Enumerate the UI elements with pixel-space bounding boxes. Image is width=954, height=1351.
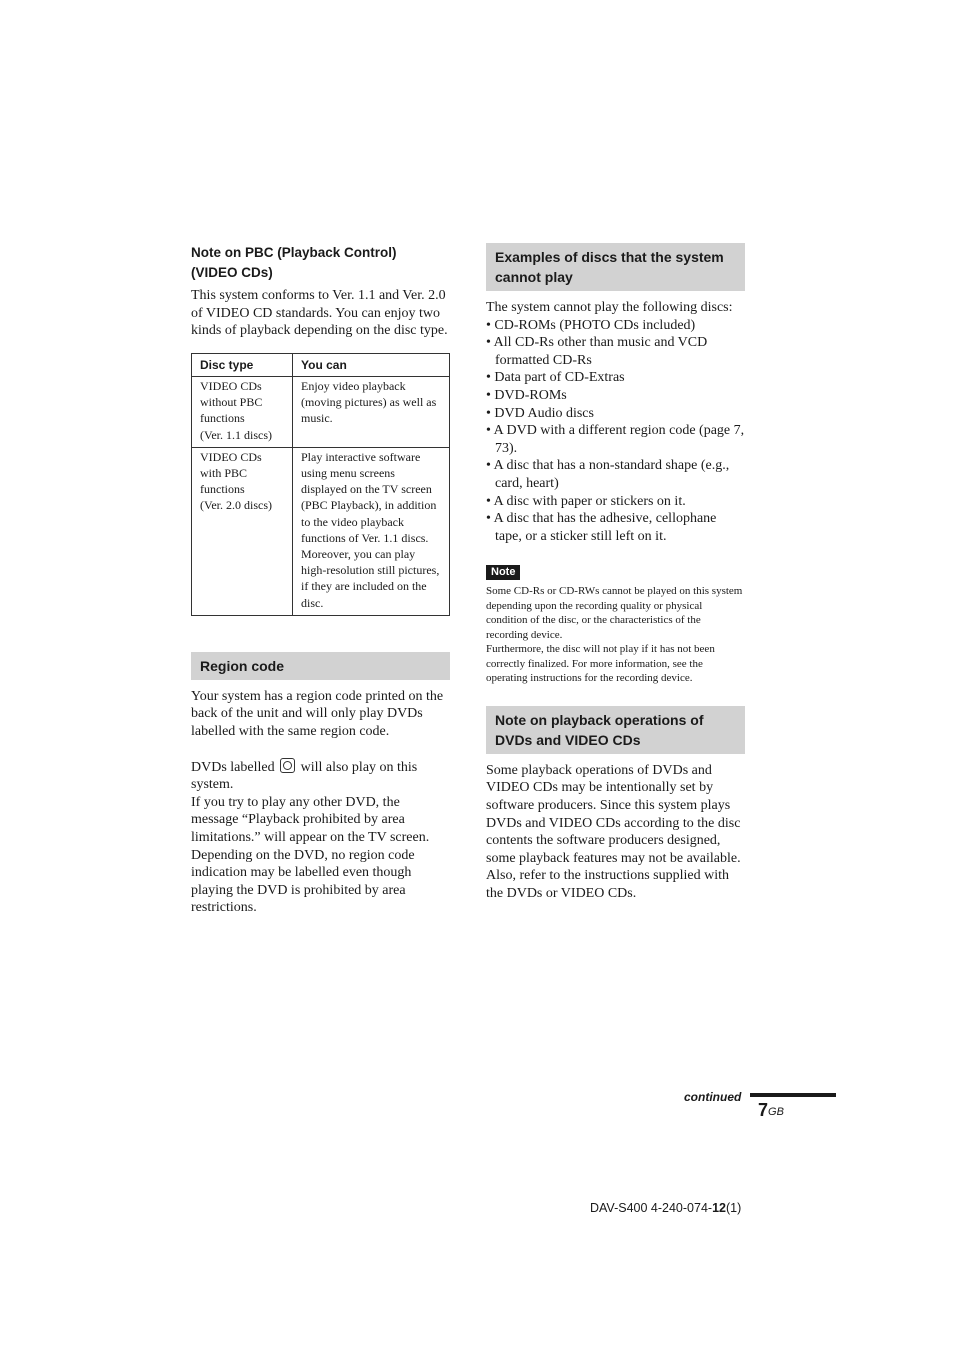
note-section: [486, 562, 745, 686]
table-header-row: [192, 353, 450, 376]
playback-heading: [486, 706, 745, 754]
pbc-body: This system conforms to Ver. 1.1 and Ver. 2.0 of VIDEO CD standards. You can enjoy two kinds of playback depending on the disc type.: [191, 288, 448, 339]
note-text-1: Some CD-Rs or CD-RWs cannot be played on this system depending upon the recording quality or physical condition of the disc, or the characteristics of the recording device.: [486, 585, 743, 641]
disc-type-line: functions: [200, 482, 245, 497]
region-code-section: [191, 652, 450, 917]
unplayable-disc-list: [486, 317, 745, 546]
pbc-heading: [191, 243, 450, 283]
you-can-cell: Enjoy video playback (moving pictures) as well as music.: [293, 376, 450, 447]
footer-code-suffix: (1): [725, 1201, 742, 1215]
pbc-heading-line1: Note on PBC (Playback Control): [191, 245, 397, 260]
examples-heading: [486, 243, 745, 291]
list-item: • A DVD with a different region code (page 7, 73).: [486, 423, 745, 456]
disc-type-line: (Ver. 1.1 discs): [200, 427, 272, 442]
region-code-heading: Region code: [191, 652, 450, 680]
region-all-icon: [280, 758, 295, 773]
column-header-you-can: You can: [293, 353, 450, 376]
playback-heading-line1: Note on playback operations of: [495, 711, 704, 728]
list-item: • All CD-Rs other than music and VCD formatted CD-Rs: [486, 335, 708, 368]
playback-body: Some playback operations of DVDs and VIDEO CDs may be intentionally set by software producers. Since this system plays DVDs and VIDEO CDs according to the disc contents the software producers designed, some playback features may not be available. Also, refer to the instructions supplied with the DVDs or VIDEO CDs.: [486, 762, 741, 901]
page-number: [758, 1099, 784, 1121]
playback-section: [486, 706, 745, 903]
pbc-heading-line2: (VIDEO CDs): [191, 265, 273, 280]
list-item: • A disc with paper or stickers on it.: [486, 493, 686, 509]
pbc-section: [191, 243, 450, 616]
you-can-cell: Play interactive software using menu screens displayed on the TV screen (PBC Playback), in addition to the video playback functions of Ver. 1.1 discs. Moreover, you can play high-resolution still pictures, if they are included on the disc.: [293, 447, 450, 615]
page-number-suffix: GB: [768, 1106, 784, 1118]
right-column: [486, 243, 745, 903]
region-para-3: If you try to play any other DVD, the message “Playback prohibited by area limitations.” will appear on the TV screen. Depending on the DVD, no region code indication may be labelled even though playing the DVD is prohibited by area restrictions.: [191, 794, 430, 916]
footer-code-prefix: DAV-S400 4-240-074-: [590, 1201, 713, 1215]
disc-type-line: without PBC: [200, 395, 263, 410]
table-row: [192, 447, 450, 615]
disc-type-cell: [192, 376, 293, 447]
footer-code-bold: 12: [712, 1201, 726, 1215]
list-item: • A disc that has a non-standard shape (e.g., card, heart): [486, 458, 730, 491]
continued-bar: [750, 1093, 836, 1097]
region-para-2-end: will also play on this system.: [191, 759, 418, 793]
left-column: [191, 243, 450, 917]
list-item: • A disc that has the adhesive, cellophane tape, or a sticker still left on it.: [486, 511, 717, 544]
disc-type-line: (Ver. 2.0 discs): [200, 498, 272, 513]
table-row: [192, 376, 450, 447]
examples-intro: The system cannot play the following discs:: [486, 300, 733, 315]
disc-type-line: VIDEO CDs: [200, 449, 262, 464]
region-para-2-start: DVDs labelled: [191, 759, 275, 775]
continued-label: continued: [684, 1090, 742, 1104]
region-para-2: [191, 758, 450, 794]
list-item: • DVD-ROMs: [486, 387, 567, 403]
disc-type-line: functions: [200, 411, 245, 426]
disc-type-table: [191, 353, 450, 616]
note-text-2: Furthermore, the disc will not play if it has not been correctly finalized. For more information, see the operating instructions for the recording device.: [486, 643, 715, 685]
note-badge: Note: [486, 565, 520, 580]
list-item: • Data part of CD-Extras: [486, 370, 625, 386]
list-item: • DVD Audio discs: [486, 405, 594, 421]
page-number-value: 7: [758, 1100, 769, 1120]
column-header-disc-type: Disc type: [192, 353, 293, 376]
examples-heading-line2: cannot play: [495, 269, 573, 285]
disc-type-line: VIDEO CDs: [200, 378, 262, 393]
disc-type-line: with PBC: [200, 466, 248, 480]
playback-heading-line2: DVDs and VIDEO CDs: [495, 731, 641, 748]
footer-model-code: [590, 1200, 741, 1216]
examples-heading-line1: Examples of discs that the system: [495, 249, 724, 265]
region-para-1: Your system has a region code printed on the back of the unit and will only play DVDs labelled with the same region code.: [191, 688, 444, 740]
disc-type-cell: [192, 447, 293, 615]
examples-section: [486, 243, 745, 545]
list-item: • CD-ROMs (PHOTO CDs included): [486, 317, 696, 333]
